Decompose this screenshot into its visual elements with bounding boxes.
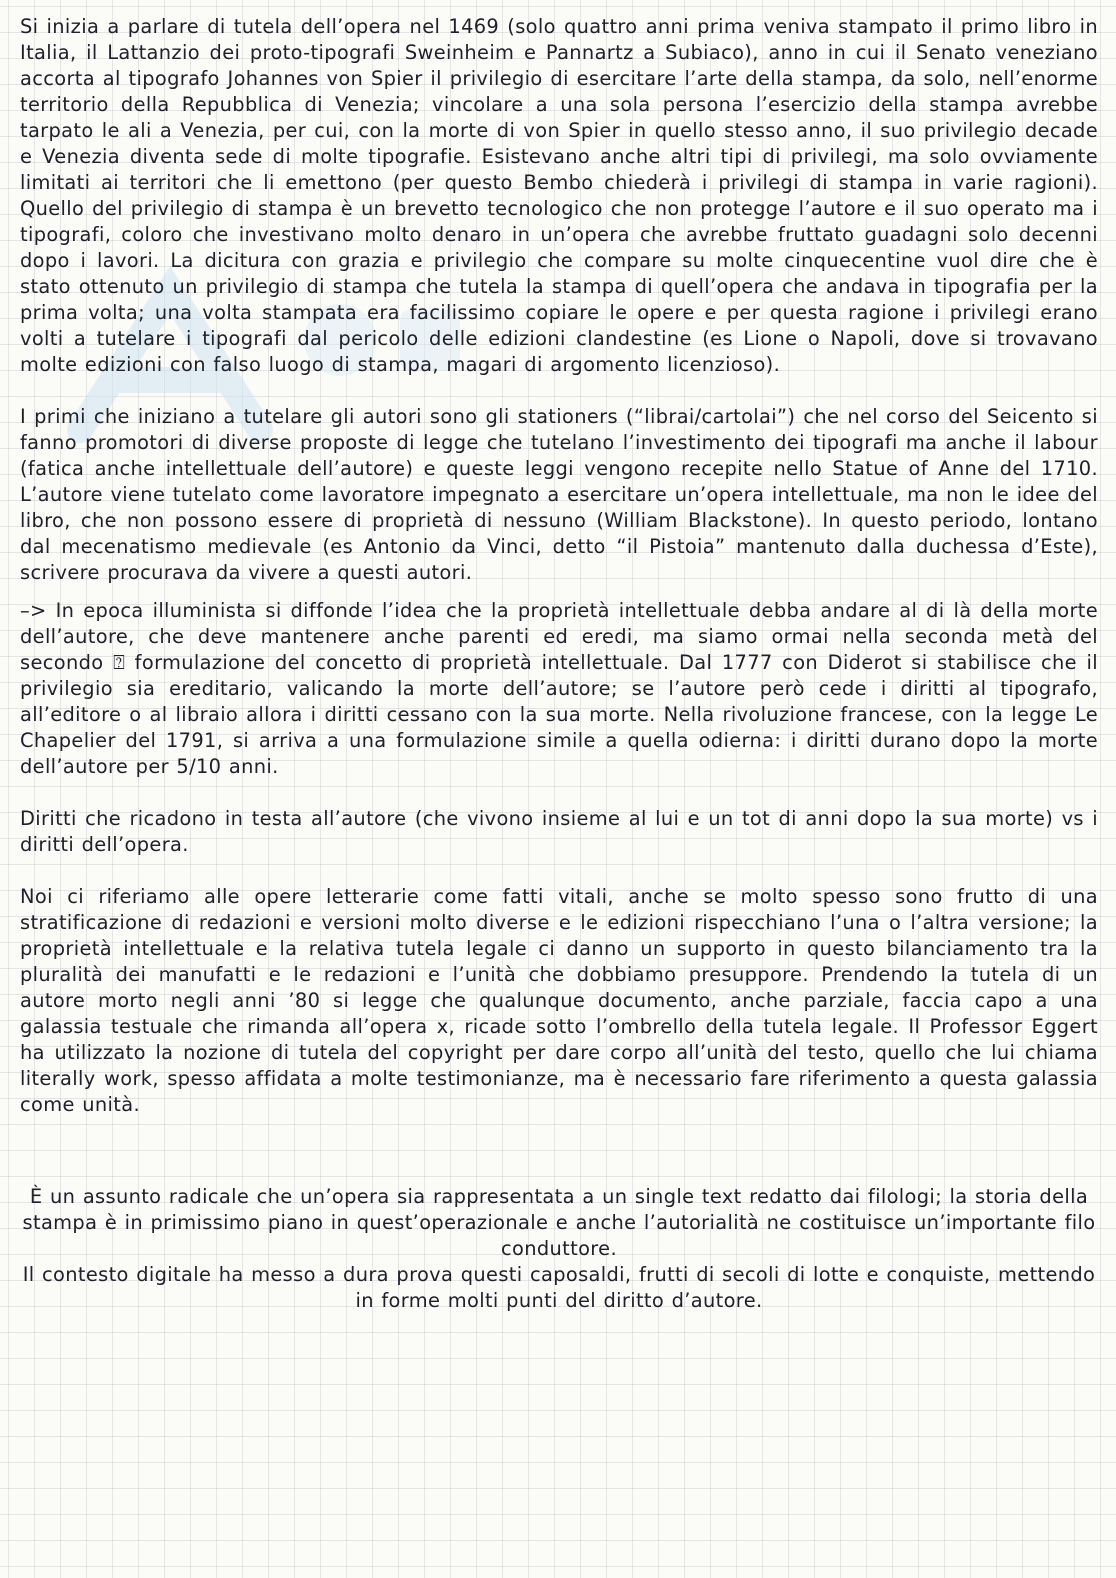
- paragraph-privilegio-stampa: Si inizia a parlare di tutela dell’opera nel 1469 (solo quattro anni prima veniva stampato il primo libro in Italia, il Lattanzio dei proto-tipografi Sweinheim e Pannartz a Subiaco), anno in cui il Senato veneziano accorta al tipografo Johannes von Spier il privilegio di esercitare l’arte della stampa, da solo, nell’enorme territorio della Repubblica di Venezia; vincolare a una sola persona l’esercizio della stampa avrebbe tarpato le ali a Venezia, per cui, con la morte di von Spier in quello stesso anno, il suo privilegio decade e Venezia diventa sede di molte tipografie. Esistevano anche altri tipi di privilegi, ma solo ovviamente limitati ai territori che li emettono (per questo Bembo chiederà i privilegi di stampa in varie ragioni). Quello del privilegio di stampa è un brevetto tecnologico che non protegge l’autore e il suo operato ma i tipografi, coloro che investivano molto denaro in un’opera che avrebbe fruttato guadagni solo decenni dopo i lavori. La dicitura con grazia e privilegio che compare su molte cinquecentine vuol dire che è stato ottenuto un privilegio di stampa che tutela la stampa di quell’opera che andava in tipografia per la prima volta; una volta stampata era facilissimo copiare le opere e per questa ragione i privilegi erano volti a tutelare i tipografi dal pericolo delle edizioni clandestine (es Lione o Napoli, dove si trovavano molte edizioni con falso luogo di stampa, magari di argomento licenzioso).: [20, 15, 1098, 376]
- paragraph-diritti-autore: Diritti che ricadono in testa all’autore (che vivono insieme al lui e un tot di anni dopo la sua morte) vs i diritti dell’opera.: [20, 807, 1098, 856]
- paragraph-contesto-digitale: Il contesto digitale ha messo a dura prova questi caposaldi, frutti di secoli di lotte e conquiste, mettendo in forme molti punti del diritto d’autore.: [22, 1263, 1096, 1312]
- document-page: [20, 14, 1098, 1314]
- paragraph-illuminismo: –> In epoca illuminista si diffonde l’idea che la proprietà intellettuale debba andare al di là della morte dell’autore, che deve mantenere anche parenti ed eredi, ma siamo ormai nella seconda metà del secondo ⍰ formulazione del concetto di proprietà intellettuale. Dal 1777 con Diderot si stabilisce che il privilegio sia ereditario, valicando la morte dell’autore; se l’autore però cede i diritti al tipografo, all’editore o al libraio allora i diritti cessano con la sua morte. Nella rivoluzione francese, con la legge Le Chapelier del 1791, si arriva a una formulazione simile a quella odierna: i diritti durano dopo la morte dell’autore per 5/10 anni.: [20, 599, 1098, 778]
- paragraph-opere-letterarie: Noi ci riferiamo alle opere letterarie come fatti vitali, anche se molto spesso sono frutto di una stratificazione di redazioni e versioni molto diverse e le edizioni rispecchiano l’una o l’altra versione; la proprietà intellettuale e la relativa tutela legale ci danno un supporto in questo bilanciamento tra la pluralità dei manufatti e le redazioni e l’unità che dobbiamo presuppore. Prendendo la tutela di un autore morto negli anni ’80 si legge che qualunque documento, anche parziale, faccia capo a una galassia testuale che rimanda all’opera x, ricade sotto l’ombrello della tutela legale. Il Professor Eggert ha utilizzato la nozione di tutela del copyright per dare corpo all’unità del testo, quello che lui chiama literally work, spesso affidata a molte testimonianze, ma è necessario fare riferimento a questa galassia come unità.: [20, 885, 1098, 1116]
- paragraph-stationers: I primi che iniziano a tutelare gli autori sono gli stationers (“librai/cartolai”) che nel corso del Seicento si fanno promotori di diverse proposte di legge che tutelano l’investimento dei tipografi ma anche il labour (fatica anche intellettuale dell’autore) e queste leggi vengono recepite nello Statue of Anne del 1710. L’autore viene tutelato come lavoratore impegnato a esercitare un’opera intellettuale, ma non le idee del libro, che non possono essere di proprietà di nessuno (William Blackstone). In questo periodo, lontano dal mecenatismo medievale (es Antonio da Vinci, detto “il Pistoia” mantenuto dalla duchessa d’Este), scrivere procurava da vivere a questi autori.: [20, 405, 1098, 584]
- paragraph-assunto-radicale: È un assunto radicale che un’opera sia rappresentata a un single text redatto dai filologi; la storia della stampa è in primissimo piano in quest’operazionale e anche l’autorialità ne costituisce un’importante filo conduttore.: [22, 1185, 1096, 1260]
